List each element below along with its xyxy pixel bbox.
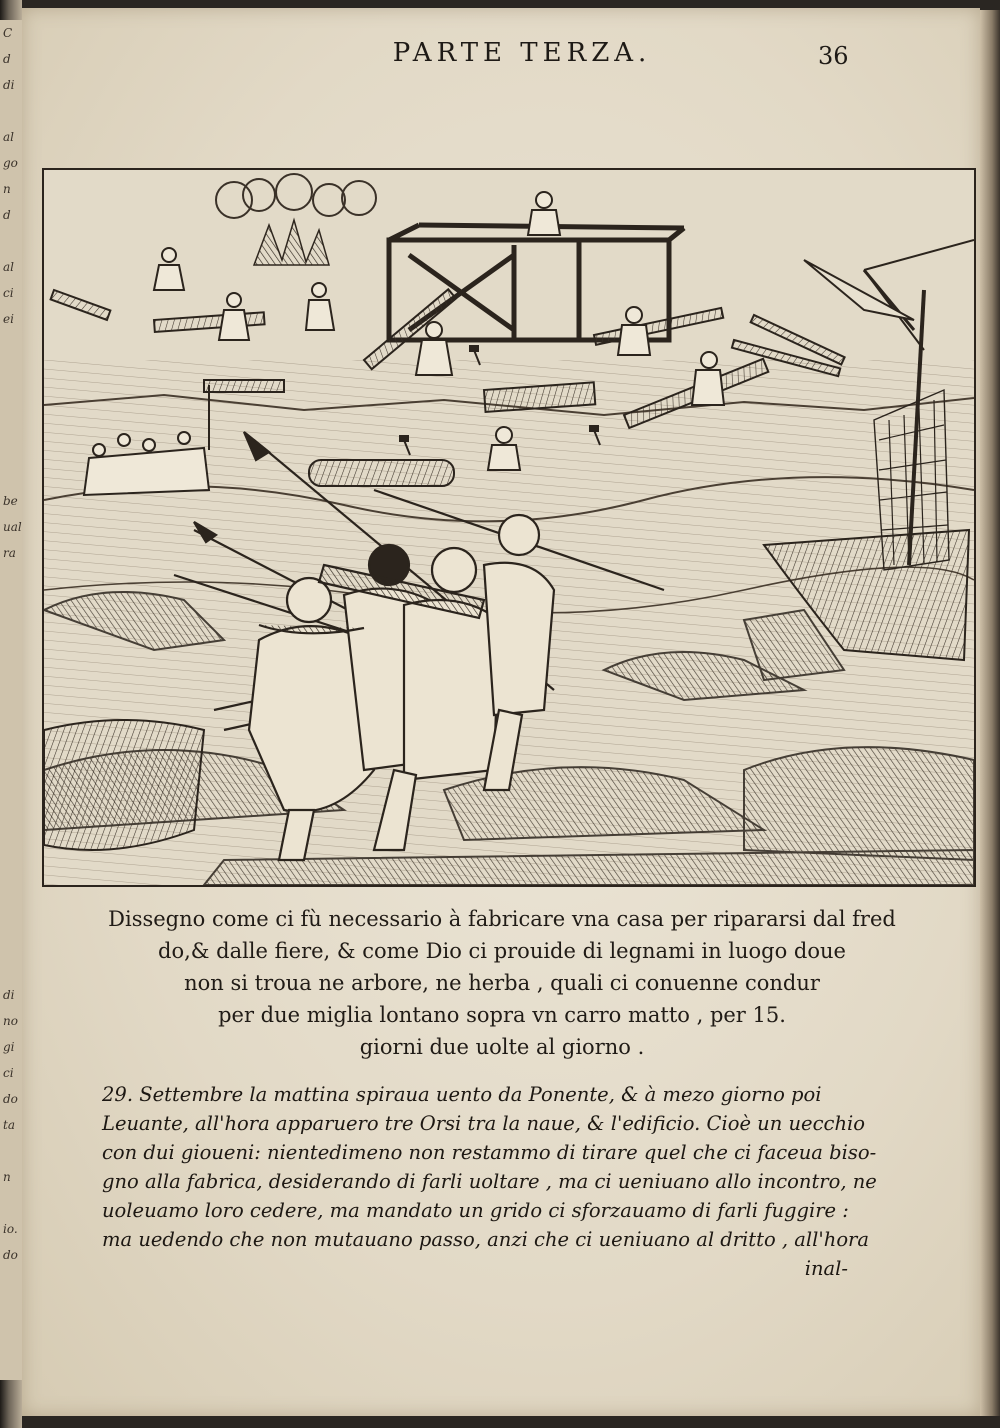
body-line: Leuante, all'hora apparuero tre Orsi tra la naue, & l'edificio. Cioè un uecchio <box>102 1112 865 1135</box>
left-page-text-fragment <box>0 852 22 878</box>
body-line: 29. Settembre la mattina spiraua uento da Ponente, & à mezo giorno poi <box>102 1083 822 1106</box>
left-page-text-fragment <box>0 774 22 800</box>
left-page-text-fragment: di <box>3 988 15 1002</box>
body-text <box>102 1080 892 1254</box>
left-page-text-fragment <box>0 1268 22 1294</box>
left-page-text-fragment <box>0 800 22 826</box>
body-line: ma uedendo che non mutauano passo, anzi che ci ueniuano al dritto , all'hora <box>102 1228 870 1251</box>
left-page-text-fragment: be <box>3 494 18 508</box>
left-page-text-fragment <box>0 748 22 774</box>
left-page-text-fragment <box>0 228 22 254</box>
caption-line: do,& dalle fiere, & come Dio ci prouide di legnami in luogo doue <box>158 939 846 963</box>
caption-line: giorni due uolte al giorno . <box>359 1035 645 1059</box>
catchword-container <box>102 1254 892 1283</box>
engraving-caption <box>82 903 922 1063</box>
left-page-text-fragment <box>0 696 22 722</box>
running-head: PARTE TERZA. <box>392 38 652 68</box>
left-page-text-fragment: n <box>3 1170 11 1184</box>
left-page-text-fragment: ci <box>3 286 14 300</box>
left-page-text-fragment: al <box>3 130 14 144</box>
left-page-text-fragment <box>0 566 22 592</box>
left-page-text-fragment: al <box>3 260 14 274</box>
left-page-text-fragment <box>0 462 22 488</box>
left-page-text-fragment: n <box>3 182 11 196</box>
caption-line: non si troua ne arbore, ne herba , quali ci conuenne condur <box>184 971 820 995</box>
left-page-text-fragment: ual <box>3 520 22 534</box>
caption-line: Dissegno come ci fù necessario à fabricare vna casa per ripararsi dal fred <box>108 907 896 931</box>
body-line: gno alla fabrica, desiderando di farli uoltare , ma ci ueniuano allo incontro, ne <box>102 1170 877 1193</box>
left-page-text-fragment: ra <box>3 546 16 560</box>
left-page-text-fragment <box>0 644 22 670</box>
left-page-text-fragment <box>0 1190 22 1216</box>
left-page-text-fragment: C <box>3 26 13 40</box>
left-page-text-fragment <box>0 410 22 436</box>
left-page-text-fragment <box>0 904 22 930</box>
left-page-text-fragment <box>0 878 22 904</box>
left-page-text-fragment <box>0 670 22 696</box>
left-page-text-fragment: do <box>3 1248 18 1262</box>
left-page-text-fragment: d <box>3 208 11 222</box>
left-page-text-fragment: di <box>3 78 15 92</box>
left-page-text-fragment <box>0 722 22 748</box>
left-page-text-fragment <box>0 592 22 618</box>
left-page-text-fragment: no <box>3 1014 18 1028</box>
left-page-text-fragment: ta <box>3 1118 15 1132</box>
page-number: 36 <box>818 42 849 70</box>
left-page-text-fragment <box>0 618 22 644</box>
left-page-text-fragment: ci <box>3 1066 14 1080</box>
left-page-text-fragment <box>0 384 22 410</box>
left-page-text-fragment: ei <box>3 312 14 326</box>
left-page-text-fragment <box>0 956 22 982</box>
engraving-icon <box>44 170 974 885</box>
caption-line: per due miglia lontano sopra vn carro matto , per 15. <box>218 1003 786 1027</box>
left-page-text-fragment <box>0 826 22 852</box>
left-page-text-fragment <box>0 436 22 462</box>
book-page <box>22 8 980 1416</box>
left-page-fragment <box>0 20 22 1380</box>
catchword: inal- <box>804 1257 848 1280</box>
left-page-text-fragment: gi <box>3 1040 15 1054</box>
left-page-text-fragment <box>0 332 22 358</box>
left-page-text-fragment: go <box>3 156 18 170</box>
left-page-text-fragment <box>0 1138 22 1164</box>
page-edge <box>980 10 1000 1416</box>
left-page-text-fragment: do <box>3 1092 18 1106</box>
engraving-illustration <box>42 168 976 887</box>
left-page-text-fragment: d <box>3 52 11 66</box>
body-line: con dui gioueni: nientedimeno non restammo di tirare quel che ci faceua biso- <box>102 1141 877 1164</box>
left-page-text-fragment: io. <box>3 1222 18 1236</box>
left-page-text-fragment <box>0 930 22 956</box>
body-line: uoleuamo loro cedere, ma mandato un grido ci sforzauamo di farli fuggire : <box>102 1199 849 1222</box>
left-page-text-fragment <box>0 358 22 384</box>
left-page-text-fragment <box>0 98 22 124</box>
